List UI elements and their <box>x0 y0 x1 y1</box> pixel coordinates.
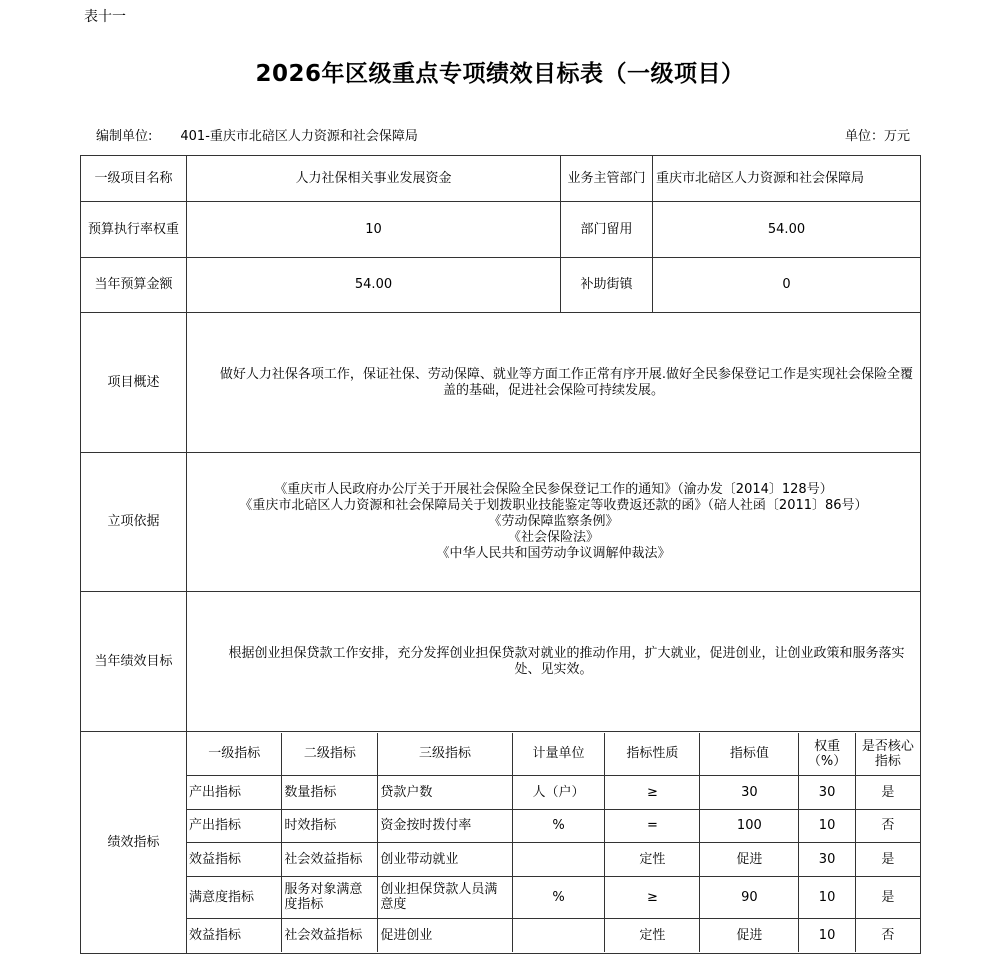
project-name-label: 一级项目名称 <box>81 156 187 202</box>
overview-text: 做好人力社保各项工作，保证社保、劳动保障、就业等方面工作正常有序开展.做好全民参保登记工作是实现社会保险全覆盖的基础，促进社会保险可持续发展。 <box>187 313 921 453</box>
header-unit: 计量单位 <box>512 733 605 775</box>
exec-weight-label: 预算执行率权重 <box>81 202 187 258</box>
dept-label: 业务主管部门 <box>561 156 653 202</box>
project-name-value: 人力社保相关事业发展资金 <box>187 156 561 202</box>
table-number: 表十一 <box>84 9 126 25</box>
indicators-cell <box>187 732 921 954</box>
cell-level1: 产出指标 <box>187 809 282 842</box>
cell-weight: 10 <box>799 918 856 952</box>
table-row <box>187 876 920 918</box>
cell-weight: 30 <box>799 842 856 876</box>
cell-unit: 人（户） <box>512 775 605 809</box>
basis-list <box>187 453 921 592</box>
row-exec-weight <box>81 202 921 258</box>
cell-core: 是 <box>855 842 920 876</box>
row-project-name <box>81 156 921 202</box>
header-value: 指标值 <box>700 733 799 775</box>
cell-level2: 服务对象满意度指标 <box>282 876 378 918</box>
subsidy-value: 0 <box>653 258 921 313</box>
table-row <box>187 918 920 952</box>
subsidy-label: 补助街镇 <box>561 258 653 313</box>
cell-level3: 促进创业 <box>378 918 512 952</box>
cell-nature: = <box>605 809 700 842</box>
cell-level2: 社会效益指标 <box>282 918 378 952</box>
header-weight: 权重（%） <box>799 733 856 775</box>
cell-nature: 定性 <box>605 918 700 952</box>
prepared-by-label: 编制单位: <box>96 129 153 144</box>
header-level2: 二级指标 <box>282 733 378 775</box>
cell-level3: 创业带动就业 <box>378 842 512 876</box>
cell-level2: 数量指标 <box>282 775 378 809</box>
header-level1: 一级指标 <box>187 733 282 775</box>
basis-item: 《重庆市北碚区人力资源和社会保障局关于划拨职业技能鉴定等收费返还款的函》（碚人社函〔2011〕86号） <box>239 498 868 513</box>
basis-item: 《中华人民共和国劳动争议调解仲裁法》 <box>436 546 671 561</box>
cell-level1: 产出指标 <box>187 775 282 809</box>
prepared-by <box>96 125 418 144</box>
cell-level1: 满意度指标 <box>187 876 282 918</box>
header-core: 是否核心指标 <box>855 733 920 775</box>
page-title: 2026年区级重点专项绩效目标表（一级项目） <box>255 61 745 87</box>
cell-level2: 社会效益指标 <box>282 842 378 876</box>
budget-label: 当年预算金额 <box>81 258 187 313</box>
cell-unit <box>512 842 605 876</box>
row-goal <box>81 592 921 732</box>
dept-reserve-value: 54.00 <box>653 202 921 258</box>
cell-value: 30 <box>700 775 799 809</box>
cell-unit: % <box>512 876 605 918</box>
cell-value: 促进 <box>700 918 799 952</box>
basis-item: 《重庆市人民政府办公厅关于开展社会保险全民参保登记工作的通知》（渝办发〔2014〕128号） <box>274 482 833 497</box>
header-level3: 三级指标 <box>378 733 512 775</box>
indicators-header <box>187 733 920 775</box>
budget-value: 54.00 <box>187 258 561 313</box>
cell-level3: 资金按时拨付率 <box>378 809 512 842</box>
row-overview <box>81 313 921 453</box>
exec-weight-value: 10 <box>187 202 561 258</box>
row-basis <box>81 453 921 592</box>
row-budget <box>81 258 921 313</box>
goal-text: 根据创业担保贷款工作安排，充分发挥创业担保贷款对就业的推动作用，扩大就业，促进创业，让创业政策和服务落实处、见实效。 <box>187 592 921 732</box>
basis-item: 《劳动保障监察条例》 <box>488 514 619 529</box>
cell-level1: 效益指标 <box>187 918 282 952</box>
indicators-label: 绩效指标 <box>81 732 187 954</box>
dept-reserve-label: 部门留用 <box>561 202 653 258</box>
cell-level1: 效益指标 <box>187 842 282 876</box>
table-row <box>187 842 920 876</box>
cell-weight: 10 <box>799 809 856 842</box>
prepared-by-value: 401-重庆市北碚区人力资源和社会保障局 <box>180 129 418 144</box>
cell-unit <box>512 918 605 952</box>
cell-level3: 创业担保贷款人员满意度 <box>378 876 512 918</box>
basis-label: 立项依据 <box>81 453 187 592</box>
header-nature: 指标性质 <box>605 733 700 775</box>
cell-nature: 定性 <box>605 842 700 876</box>
cell-level3: 贷款户数 <box>378 775 512 809</box>
cell-unit: % <box>512 809 605 842</box>
cell-level2: 时效指标 <box>282 809 378 842</box>
table-row <box>187 809 920 842</box>
cell-weight: 10 <box>799 876 856 918</box>
indicators-table <box>187 733 920 952</box>
goal-label: 当年绩效目标 <box>81 592 187 732</box>
cell-core: 否 <box>855 918 920 952</box>
dept-value: 重庆市北碚区人力资源和社会保障局 <box>653 156 921 202</box>
row-indicators <box>81 732 921 954</box>
cell-core: 否 <box>855 809 920 842</box>
cell-core: 是 <box>855 876 920 918</box>
cell-value: 90 <box>700 876 799 918</box>
cell-value: 促进 <box>700 842 799 876</box>
cell-value: 100 <box>700 809 799 842</box>
overview-label: 项目概述 <box>81 313 187 453</box>
basis-item: 《社会保险法》 <box>507 530 599 545</box>
cell-nature: ≥ <box>605 775 700 809</box>
unit-label: 单位：万元 <box>845 129 911 144</box>
performance-table <box>80 155 921 954</box>
cell-core: 是 <box>855 775 920 809</box>
table-row <box>187 775 920 809</box>
cell-nature: ≥ <box>605 876 700 918</box>
cell-weight: 30 <box>799 775 856 809</box>
